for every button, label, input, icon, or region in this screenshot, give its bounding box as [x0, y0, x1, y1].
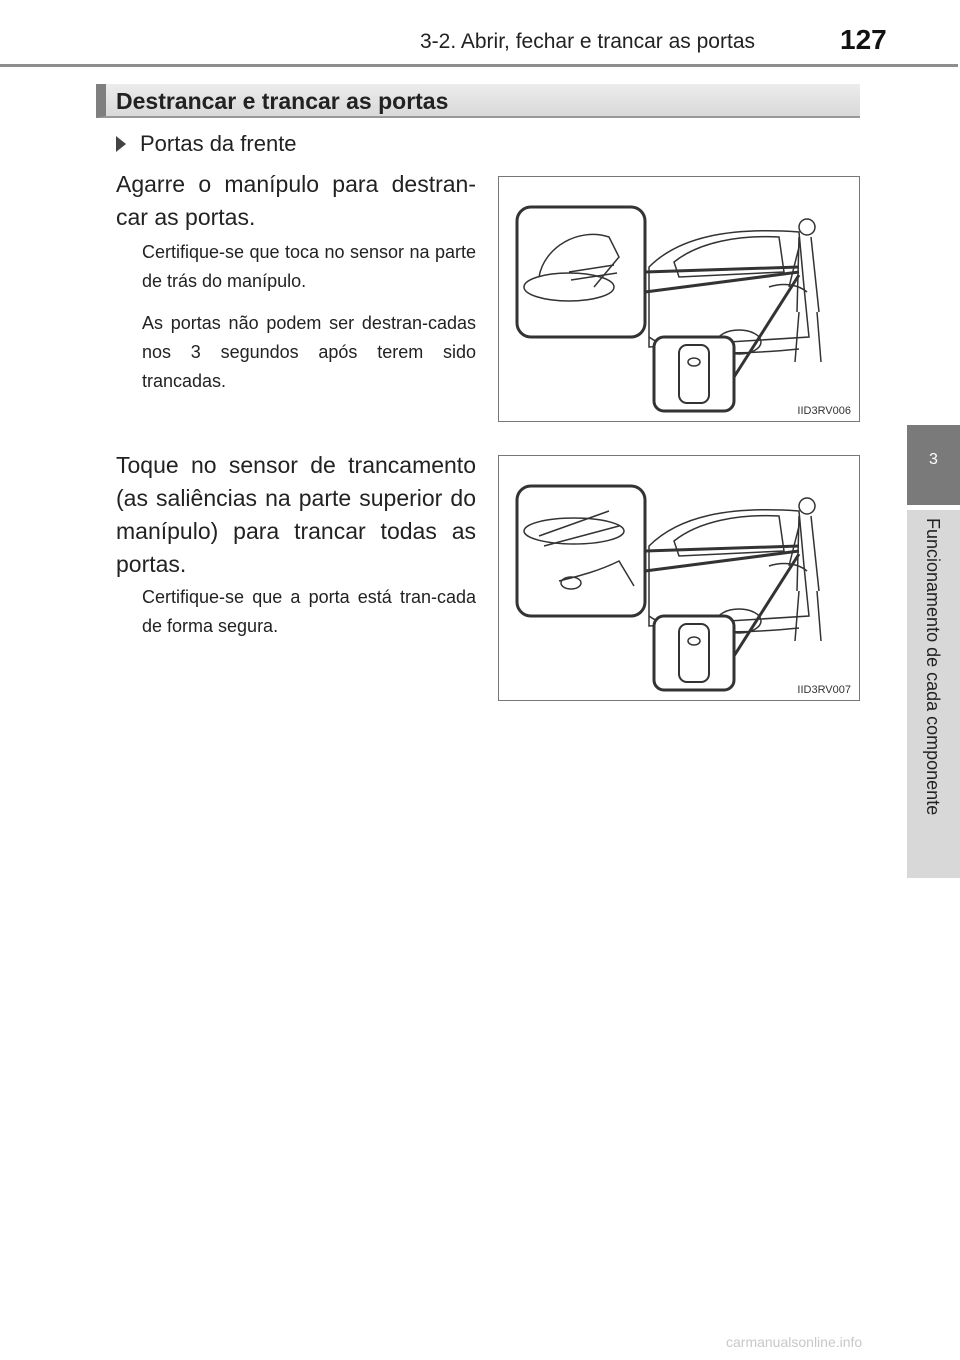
figure-id: IID3RV006: [797, 405, 851, 417]
sub-heading: [116, 131, 297, 157]
header-rule: [0, 64, 958, 67]
figure-id: IID3RV007: [797, 684, 851, 696]
header-title: 3-2. Abrir, fechar e trancar as portas: [420, 30, 755, 53]
sub-heading-text: Portas da frente: [140, 131, 297, 156]
chapter-title-band: [907, 510, 960, 878]
car-door-illustration: [499, 177, 859, 421]
figure-unlock-door: [498, 176, 860, 422]
note-text: Certifique-se que toca no sensor na parte de trás do manípulo.: [142, 242, 476, 291]
main-text: Toque no sensor de trancamento (as saliências na parte superior do manípulo) para trancar todas as portas.: [116, 452, 476, 577]
car-door-illustration: [499, 456, 859, 700]
chapter-tab: [907, 425, 960, 505]
main-text: Agarre o manípulo para destran-car as portas.: [116, 171, 476, 230]
section-heading: [96, 84, 860, 118]
figure-lock-door: [498, 455, 860, 701]
note-text: Certifique-se que a porta está tran-cada de forma segura.: [142, 587, 476, 636]
chapter-title: Funcionamento de cada componente: [923, 518, 943, 816]
note-text: As portas não podem ser destran-cadas nos 3 segundos após terem sido trancadas.: [142, 313, 476, 391]
page-number: 127: [840, 24, 887, 55]
section-heading-text: Destrancar e trancar as portas: [116, 88, 449, 114]
chapter-number: 3: [929, 451, 938, 468]
watermark: carmanualsonline.info: [726, 1334, 863, 1350]
triangle-bullet-icon: [116, 136, 126, 152]
